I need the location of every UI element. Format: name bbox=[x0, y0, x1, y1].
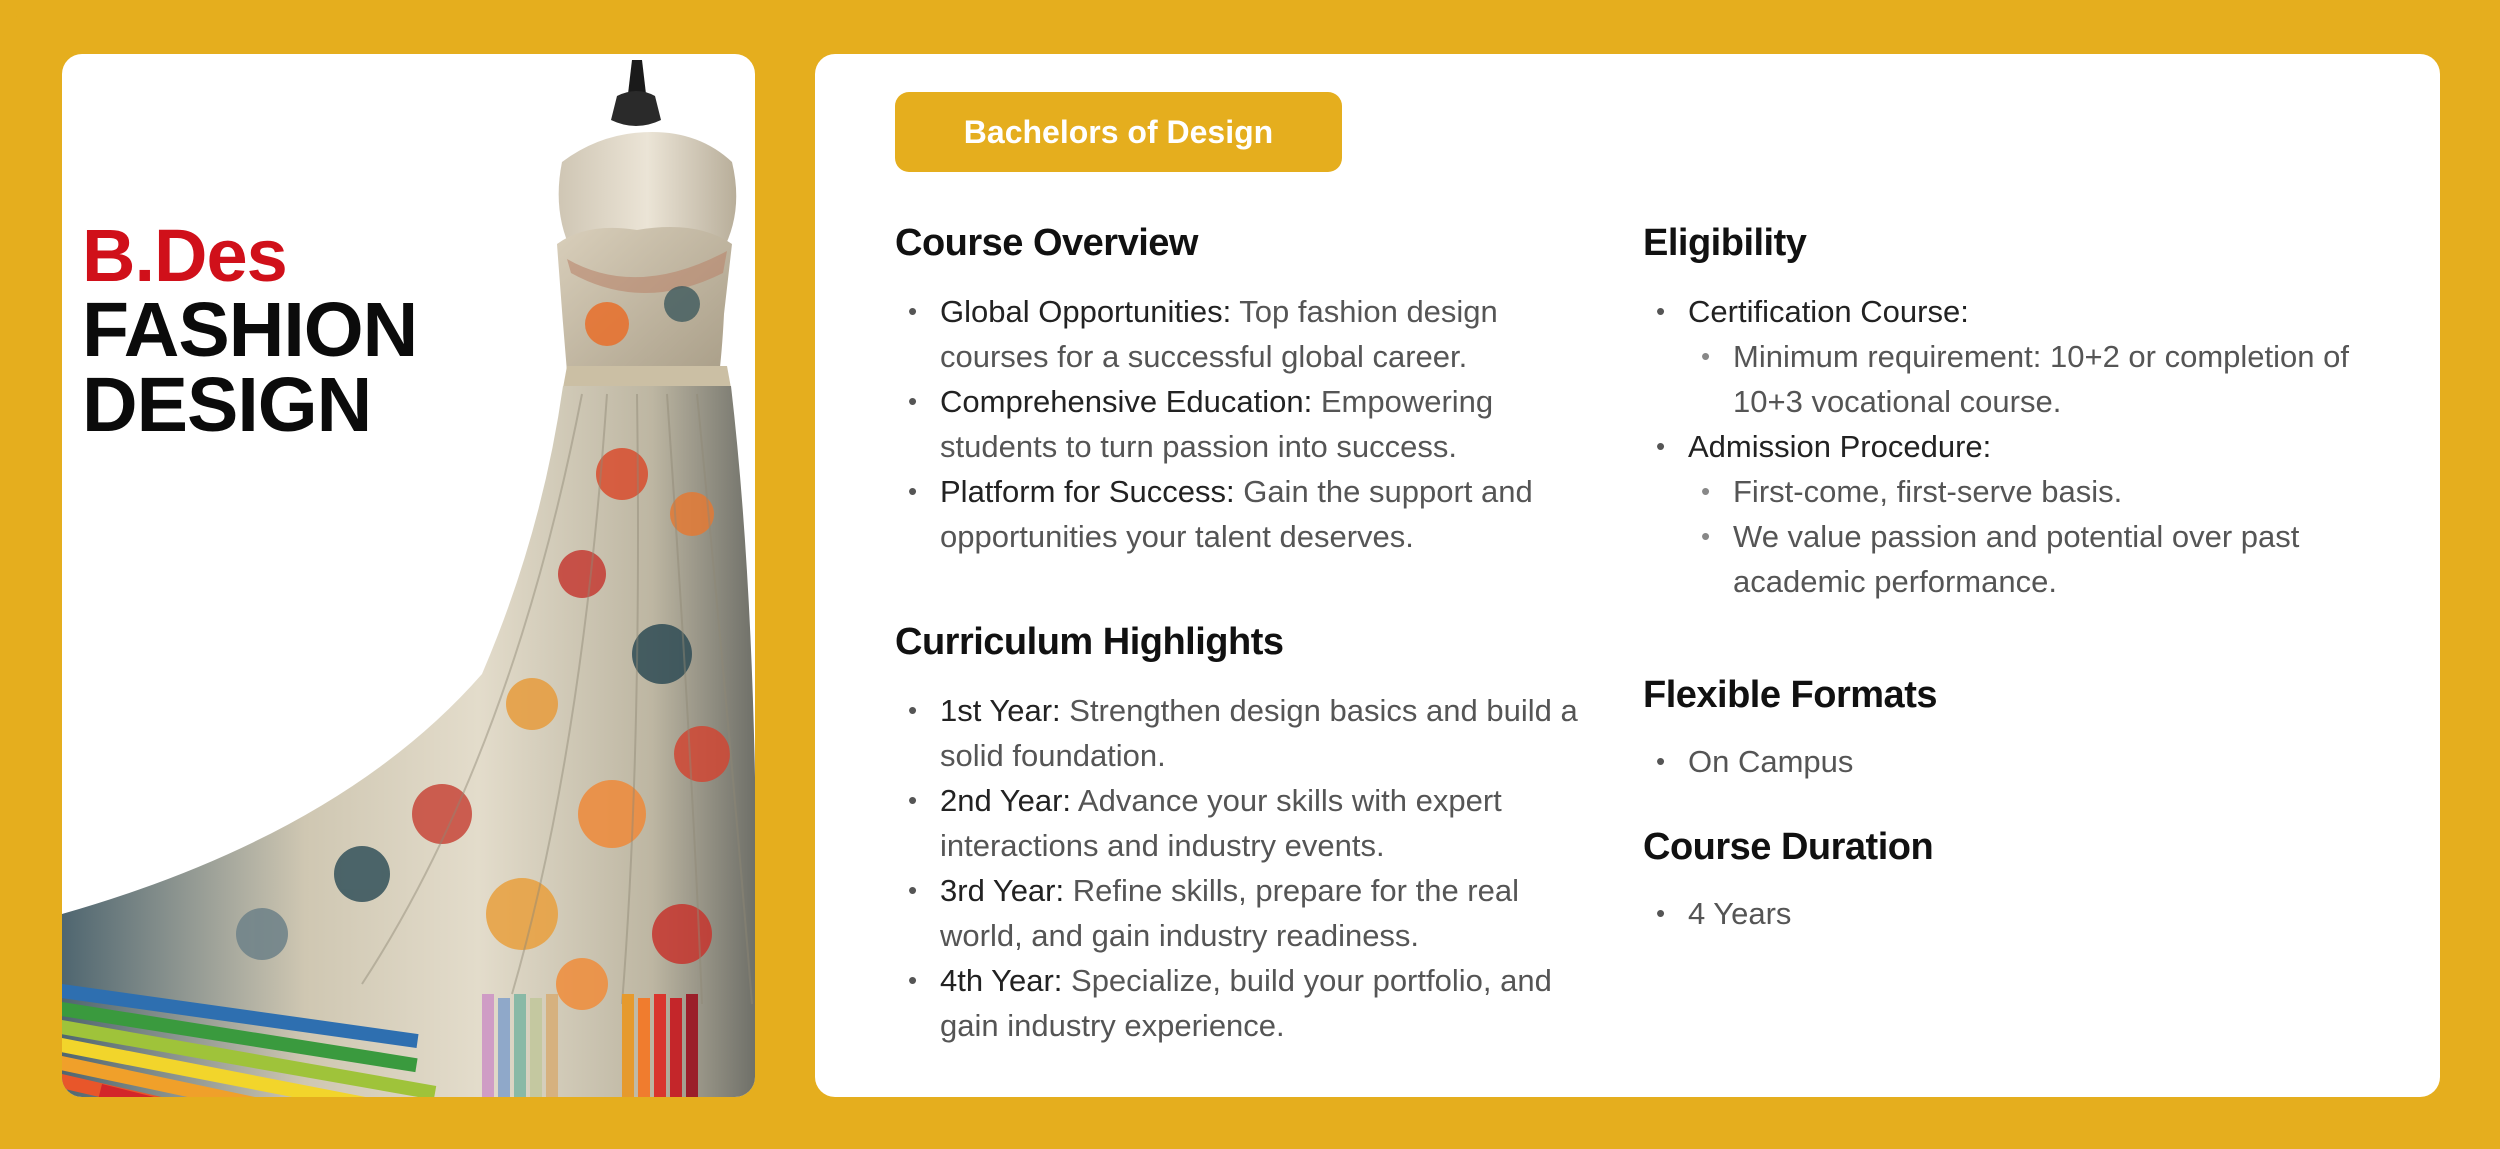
course-overview-list bbox=[895, 289, 1595, 559]
formats-heading: Flexible Formats bbox=[1643, 674, 1937, 716]
list-item: • Admission Procedure: bbox=[1643, 424, 2363, 469]
admission-list bbox=[1643, 424, 2363, 469]
list-item: • Comprehensive Education: Empowering students to turn passion into success. bbox=[895, 379, 1595, 469]
poster-title bbox=[82, 214, 418, 448]
left-column bbox=[895, 222, 1595, 1048]
list-item: • 2nd Year: Advance your skills with expert interactions and industry events. bbox=[895, 778, 1595, 868]
list-item: • 1st Year: Strengthen design basics and build a solid foundation. bbox=[895, 688, 1595, 778]
list-item: • 4th Year: Specialize, build your portfolio, and gain industry experience. bbox=[895, 958, 1595, 1048]
list-item: • Minimum requirement: 10+2 or completion of 10+3 vocational course. bbox=[1643, 334, 2363, 424]
formats-list bbox=[1643, 739, 2363, 784]
list-item: • On Campus bbox=[1643, 739, 2363, 784]
eligibility-list bbox=[1643, 289, 2363, 334]
list-item: • 3rd Year: Refine skills, prepare for the real world, and gain industry readiness. bbox=[895, 868, 1595, 958]
curriculum-heading: Curriculum Highlights bbox=[895, 621, 1284, 663]
list-item: • Global Opportunities: Top fashion design courses for a successful global career. bbox=[895, 289, 1595, 379]
duration-heading: Course Duration bbox=[1643, 826, 1934, 868]
course-info-card bbox=[815, 54, 2440, 1097]
poster-image-card bbox=[62, 54, 755, 1097]
poster-title-line-1: FASHION bbox=[82, 286, 418, 373]
list-item: • First-come, first-serve basis. bbox=[1643, 469, 2363, 514]
poster-title-accent: B.Des bbox=[82, 214, 287, 297]
dress-illustration bbox=[62, 54, 755, 1097]
list-item: • Certification Course: bbox=[1643, 289, 2363, 334]
eligibility-heading: Eligibility bbox=[1643, 222, 1807, 264]
list-item: • 4 Years bbox=[1643, 891, 2363, 936]
admission-sublist bbox=[1643, 469, 2363, 604]
poster-title-line-2: DESIGN bbox=[82, 361, 372, 448]
list-item: • Platform for Success: Gain the support and opportunities your talent deserves. bbox=[895, 469, 1595, 559]
certification-sublist bbox=[1643, 334, 2363, 424]
list-item: • We value passion and potential over past academic performance. bbox=[1643, 514, 2363, 604]
program-badge: Bachelors of Design bbox=[895, 92, 1342, 172]
duration-list bbox=[1643, 891, 2363, 936]
right-column bbox=[1643, 222, 2363, 936]
curriculum-list bbox=[895, 688, 1595, 1048]
course-overview-heading: Course Overview bbox=[895, 222, 1198, 264]
